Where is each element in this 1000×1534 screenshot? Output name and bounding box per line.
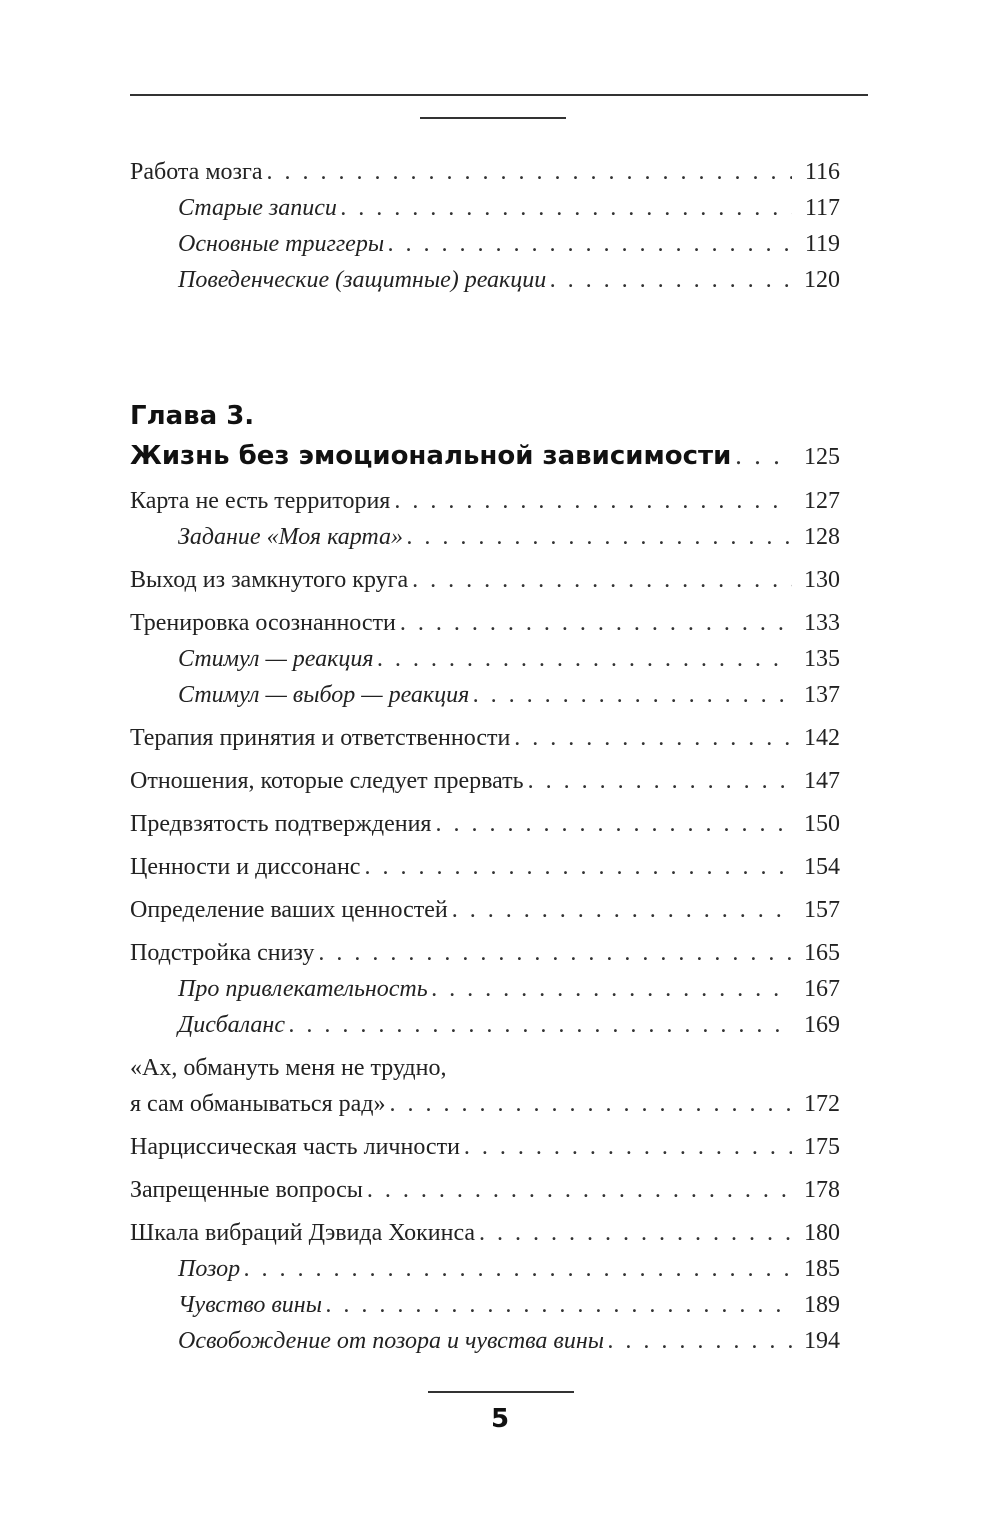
leader-dots: [435, 806, 792, 842]
toc-subentry: [130, 1007, 840, 1043]
toc-entry-page: 117: [804, 195, 840, 221]
leader-dots: [289, 1007, 792, 1043]
toc-entry: [130, 562, 840, 598]
toc-entry-title-line1: «Ах, обмануть меня не трудно,: [130, 1055, 447, 1081]
toc-entry-title: Предвзятость подтверждения: [130, 811, 432, 837]
chapter-title-entry: [130, 436, 840, 477]
toc-entry-title: я сам обманываться рад»: [130, 1091, 386, 1117]
toc-entry-title: Поведенческие (защитные) реакции: [178, 267, 547, 293]
toc-entry: [130, 935, 840, 971]
leader-dots: [514, 720, 792, 756]
toc-subentry: [130, 1323, 840, 1359]
toc-entry-title: Стимул — выбор — реакция: [178, 682, 470, 708]
page-number: 5: [490, 1404, 510, 1434]
leader-dots: [367, 1172, 792, 1208]
toc-entry-page: 180: [804, 1220, 840, 1246]
leader-dots: [412, 562, 792, 598]
toc-subentry: [130, 190, 840, 226]
toc-entry-title: Старые записи: [178, 195, 337, 221]
leader-dots: [388, 226, 792, 262]
toc-entry-page: 150: [804, 811, 840, 837]
toc-subentry: [130, 677, 840, 713]
toc-entry: [130, 1086, 840, 1122]
toc-subentry: [130, 1251, 840, 1287]
leader-dots: [735, 436, 792, 476]
leader-dots: [267, 154, 793, 190]
toc-entry-page: 165: [804, 940, 840, 966]
leader-dots: [608, 1323, 792, 1359]
toc-entry-page: 137: [804, 682, 840, 708]
toc-entry: [130, 763, 840, 799]
top-short-rule: [420, 117, 566, 119]
toc-entry-page: 178: [804, 1177, 840, 1203]
toc-entry: [130, 806, 840, 842]
leader-dots: [244, 1251, 792, 1287]
toc-entry: [130, 483, 840, 519]
toc-entry-title: Про привлекательность: [178, 976, 428, 1002]
toc-entry-title: Ценности и диссонанс: [130, 854, 361, 880]
toc-subentry: [130, 1287, 840, 1323]
toc-entry: [130, 1172, 840, 1208]
toc-entry-title: Терапия принятия и ответственности: [130, 725, 511, 751]
toc-entry-page: 128: [804, 524, 840, 550]
toc-entry: [130, 892, 840, 928]
toc-entry-title: Нарциссическая часть личности: [130, 1134, 460, 1160]
leader-dots: [473, 677, 792, 713]
toc-entry-page: 116: [804, 159, 840, 185]
leader-dots: [378, 641, 792, 677]
leader-dots: [318, 935, 792, 971]
toc-entry: [130, 605, 840, 641]
toc-entry-page: 157: [804, 897, 840, 923]
toc-entry-title: Определение ваших ценностей: [130, 897, 448, 923]
bottom-rule: [428, 1391, 574, 1393]
toc-subentry: [130, 971, 840, 1007]
toc-entry-page: 154: [804, 854, 840, 880]
leader-dots: [341, 190, 792, 226]
toc-entry-page: 185: [804, 1256, 840, 1282]
toc-entry-title: Подстройка снизу: [130, 940, 315, 966]
leader-dots: [394, 483, 792, 519]
leader-dots: [407, 519, 792, 555]
toc-entry: [130, 720, 840, 756]
toc-entry-title: Работа мозга: [130, 159, 263, 185]
toc-entry-two-line: [130, 1050, 840, 1122]
leader-dots: [452, 892, 792, 928]
leader-dots: [528, 763, 792, 799]
toc-entry-page: 130: [804, 567, 840, 593]
toc-entry-page: 172: [804, 1091, 840, 1117]
toc-entry-page: 147: [804, 768, 840, 794]
toc-subentry: [130, 519, 840, 555]
leader-dots: [364, 849, 792, 885]
leader-dots: [464, 1129, 792, 1165]
leader-dots: [432, 971, 792, 1007]
toc-entry-title: Тренировка осознанности: [130, 610, 396, 636]
toc-entry-title: Дисбаланс: [178, 1012, 285, 1038]
toc-section-continued: [130, 154, 840, 298]
toc-chapter-3: [130, 396, 840, 1359]
toc-subentry: [130, 262, 840, 298]
toc-entry-page: 133: [804, 610, 840, 636]
toc-entry: [130, 1129, 840, 1165]
toc-entry: [130, 849, 840, 885]
leader-dots: [400, 605, 792, 641]
toc-entry-title: Позор: [178, 1256, 241, 1282]
toc-entry-title: Освобождение от позора и чувства вины: [178, 1328, 604, 1354]
toc-entry-page: 120: [804, 267, 840, 293]
toc-entry: [130, 1215, 840, 1251]
toc-entry-page: 175: [804, 1134, 840, 1160]
leader-dots: [326, 1287, 792, 1323]
toc-entry-title: Запрещенные вопросы: [130, 1177, 363, 1203]
toc-entry-page: 135: [804, 646, 840, 672]
toc-entry-page: 194: [804, 1328, 840, 1354]
chapter-title: Жизнь без эмоциональной зависимости: [130, 441, 732, 471]
toc-subentry: [130, 641, 840, 677]
toc-entry-title: Задание «Моя карта»: [178, 524, 404, 550]
chapter-page: 125: [804, 444, 840, 470]
toc-entry-title: Карта не есть территория: [130, 488, 391, 514]
toc-entry-page: 169: [804, 1012, 840, 1038]
toc-entry-title: Шкала вибраций Дэвида Хокинса: [130, 1220, 476, 1246]
toc-entry-page: 142: [804, 725, 840, 751]
toc-entry-page: 189: [804, 1292, 840, 1318]
leader-dots: [479, 1215, 792, 1251]
toc-entry-title: Чувство вины: [178, 1292, 322, 1318]
toc-entry-title: Отношения, которые следует прервать: [130, 768, 524, 794]
leader-dots: [389, 1086, 792, 1122]
chapter-label: Глава 3.: [130, 401, 255, 431]
toc-entry-page: 127: [804, 488, 840, 514]
toc-entry-title: Стимул — реакция: [178, 646, 374, 672]
toc-entry-title: Основные триггеры: [178, 231, 385, 257]
leader-dots: [550, 262, 792, 298]
toc-subentry: [130, 226, 840, 262]
top-rule: [130, 94, 868, 96]
toc-entry-title: Выход из замкнутого круга: [130, 567, 409, 593]
toc-entry: [130, 154, 840, 190]
toc-entry-page: 167: [804, 976, 840, 1002]
toc-entry-page: 119: [804, 231, 840, 257]
